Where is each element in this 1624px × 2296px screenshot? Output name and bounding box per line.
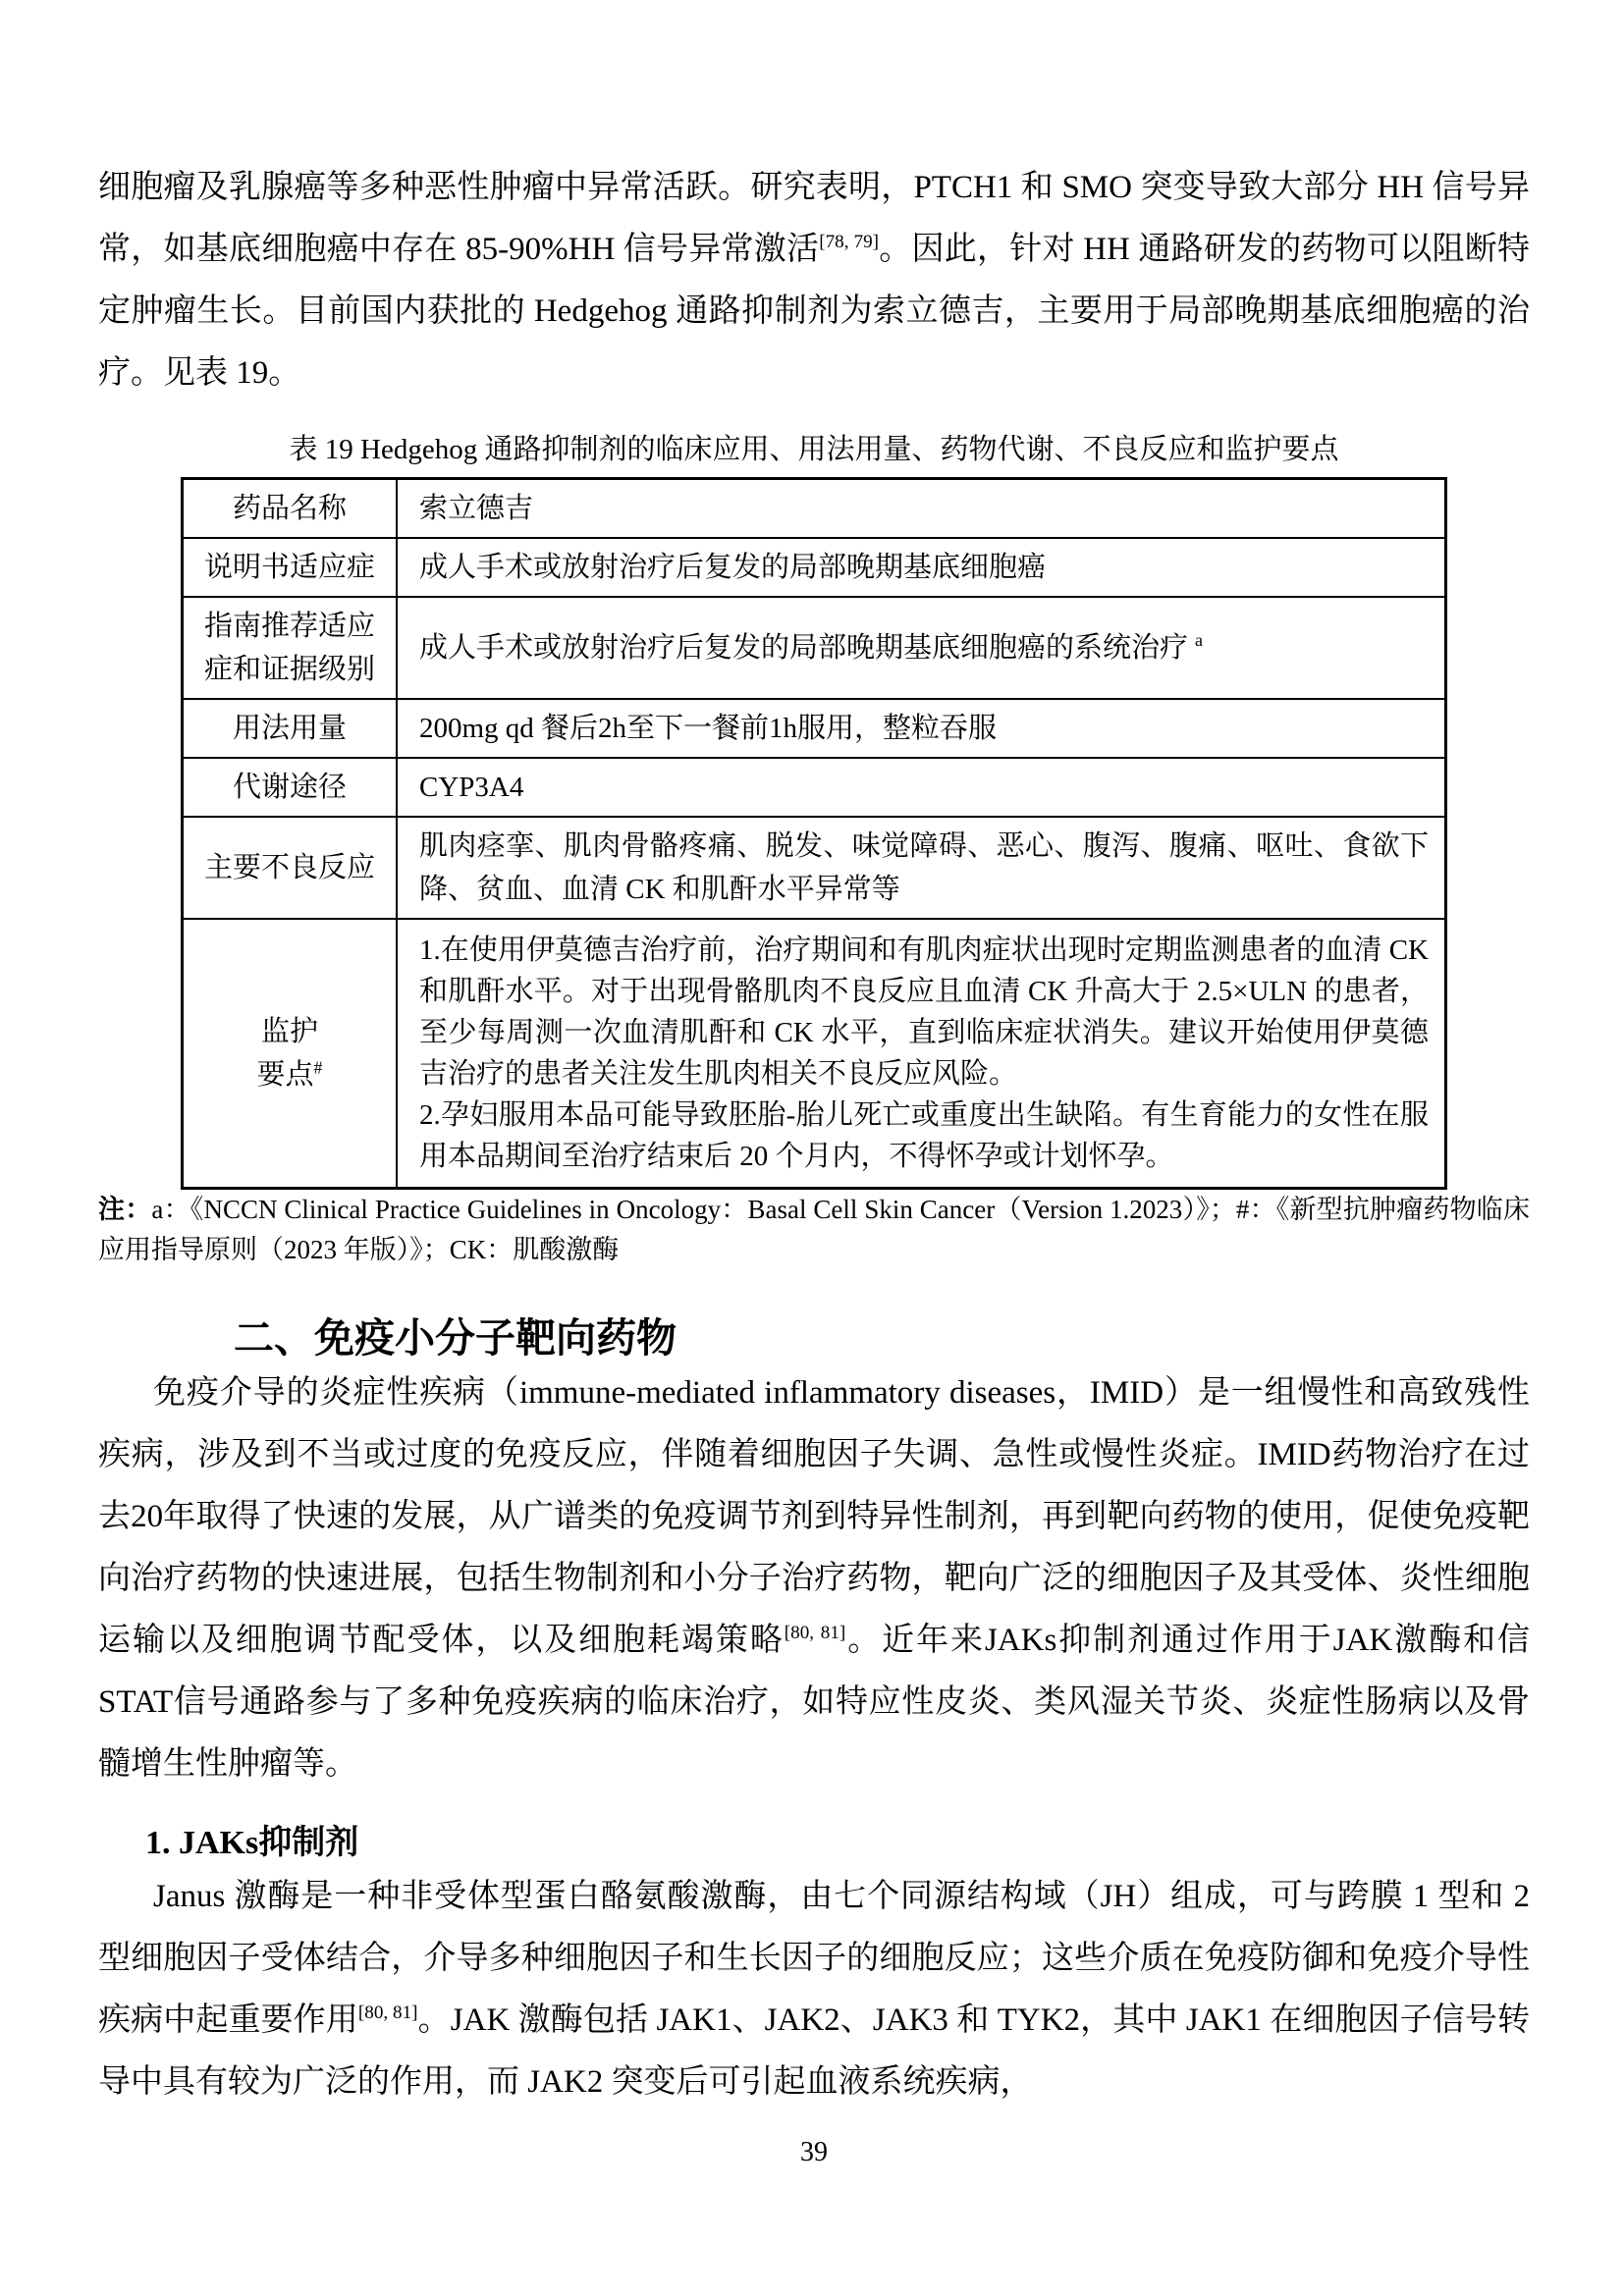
- monitoring-label-line2: 要点: [256, 1059, 314, 1091]
- guideline-value-text: 成人手术或放射治疗后复发的局部晚期基底细胞癌的系统治疗: [419, 632, 1189, 664]
- monitoring-item-2: 2.孕妇服用本品可能导致胚胎-胎儿死亡或重度出生缺陷。有生育能力的女性在服用本品期间至治疗结束后 20 个月内，不得怀孕或计划怀孕。: [419, 1099, 1429, 1172]
- intro-text-2: 。因此，针对 HH 通路研发的药物可以阻断特定肿瘤生长。目前国内获批的 Hedgehog 通路抑制剂为索立德吉，主要用于局部晚期基底细胞癌的治疗。见表 19。: [98, 232, 1530, 391]
- row-label-guideline-indication: [183, 597, 398, 699]
- table-row-metabolism: [183, 758, 1446, 817]
- row-label-adverse-reactions: 主要不良反应: [183, 817, 398, 919]
- subsection-heading-jaks-inhibitor: 1. JAKs抑制剂: [145, 1825, 359, 1861]
- page-number: 39: [800, 2137, 828, 2167]
- paragraph-janus: [98, 1866, 1530, 2113]
- guideline-label-line1: 指南推荐适应: [203, 611, 375, 642]
- row-label-approved-indication: 说明书适应症: [183, 538, 398, 597]
- citation-80-81-b: [80, 81]: [357, 2002, 418, 2023]
- table-row-monitoring: [183, 919, 1446, 1189]
- table19: [181, 477, 1447, 1190]
- row-value-drug-name: 索立德吉: [397, 479, 1446, 539]
- paragraph-intro: [98, 157, 1530, 404]
- table-row-dosage: [183, 699, 1446, 758]
- row-label-monitoring: [183, 919, 398, 1189]
- imid-text-1: 免疫介导的炎症性疾病（immune-mediated inflammatory diseases，IMID）是一组慢性和高致残性疾病，涉及到不当或过度的免疫反应，伴随着细胞因子失调、急性或慢性炎症。IMID药物治疗在过去20年取得了快速的发展，从广谱类的免疫调节剂到特异性制剂，再到靶向药物的使用，促使免疫靶向治疗药物的快速进展，包括生物制剂和小分子治疗药物，靶向广泛的细胞因子及其受体、炎性细胞运输以及细胞调节配受体，以及细胞耗竭策略: [98, 1375, 1530, 1658]
- intro-text-1: 细胞瘤及乳腺癌等多种恶性肿瘤中异常活跃。研究表明，PTCH1 和 SMO 突变导致大部分 HH 信号异常，如基底细胞癌中存在 85-90%HH 信号异常激活: [98, 170, 1530, 267]
- footnote-marker-a: a: [1195, 630, 1203, 651]
- guideline-label-line2: 症和证据级别: [203, 654, 375, 685]
- row-label-drug-name: 药品名称: [183, 479, 398, 539]
- table-row-guideline-indication: [183, 597, 1446, 699]
- table19-note: [98, 1190, 1530, 1270]
- table-row-adverse-reactions: [183, 817, 1446, 919]
- note-text: a：《NCCN Clinical Practice Guidelines in Oncology：Basal Cell Skin Cancer（Version 1.2023）》；#：《新型抗肿瘤药物临床应用指导原则（2023 年版）》；CK：肌酸激酶: [98, 1195, 1530, 1264]
- footnote-marker-hash: #: [313, 1057, 323, 1078]
- imid-text-2: 。近年来JAKs抑制剂通过作用于JAK激酶和信STAT信号通路参与了多种免疫疾病的临床治疗，如特应性皮炎、类风湿关节炎、炎症性肠病以及骨髓增生性肿瘤等。: [98, 1623, 1531, 1782]
- janus-text-1: Janus 激酶是一种非受体型蛋白酪氨酸激酶，由七个同源结构域（JH）组成，可与跨膜 1 型和 2 型细胞因子受体结合，介导多种细胞因子和生长因子的细胞反应；这些介质在免疫防御和免疫介导性疾病中起重要作用: [98, 1879, 1530, 2038]
- row-value-monitoring: [397, 919, 1446, 1189]
- citation-78-79: [78, 79]: [819, 232, 880, 252]
- row-value-dosage: 200mg qd 餐后2h至下一餐前1h服用，整粒吞服: [397, 699, 1446, 758]
- row-label-metabolism: 代谢途径: [183, 758, 398, 817]
- citation-80-81: [80, 81]: [784, 1623, 846, 1643]
- monitoring-item-1: 1.在使用伊莫德吉治疗前，治疗期间和有肌肉症状出现时定期监测患者的血清 CK 和肌酐水平。对于出现骨骼肌肉不良反应且血清 CK 升高大于 2.5×ULN 的患者，至少每周测一次血清肌酐和 CK 水平，直到临床症状消失。建议开始使用伊莫德吉治疗的患者关注发生肌肉相关不良反应风险。: [419, 934, 1429, 1090]
- row-value-guideline-indication: [397, 597, 1446, 699]
- table-row-drug-name: [183, 479, 1446, 539]
- paragraph-imid: [98, 1362, 1530, 1795]
- row-value-adverse-reactions: 肌肉痉挛、肌肉骨骼疼痛、脱发、味觉障碍、恶心、腹泻、腹痛、呕吐、食欲下降、贫血、血清 CK 和肌酐水平异常等: [397, 817, 1446, 919]
- monitoring-label-line1: 监护: [260, 1016, 318, 1047]
- janus-text-2: 。JAK 激酶包括 JAK1、JAK2、JAK3 和 TYK2，其中 JAK1 在细胞因子信号转导中具有较为广泛的作用，而 JAK2 突变后可引起血液系统疾病，: [98, 2002, 1530, 2100]
- note-prefix: 注：: [98, 1195, 152, 1224]
- row-value-metabolism: CYP3A4: [397, 758, 1446, 817]
- table-row-approved-indication: [183, 538, 1446, 597]
- table19-caption: 表 19 Hedgehog 通路抑制剂的临床应用、用法用量、药物代谢、不良反应和监护要点: [289, 434, 1339, 465]
- section-heading-immune-small-molecule: 二、免疫小分子靶向药物: [234, 1315, 677, 1361]
- row-label-dosage: 用法用量: [183, 699, 398, 758]
- row-value-approved-indication: 成人手术或放射治疗后复发的局部晚期基底细胞癌: [397, 538, 1446, 597]
